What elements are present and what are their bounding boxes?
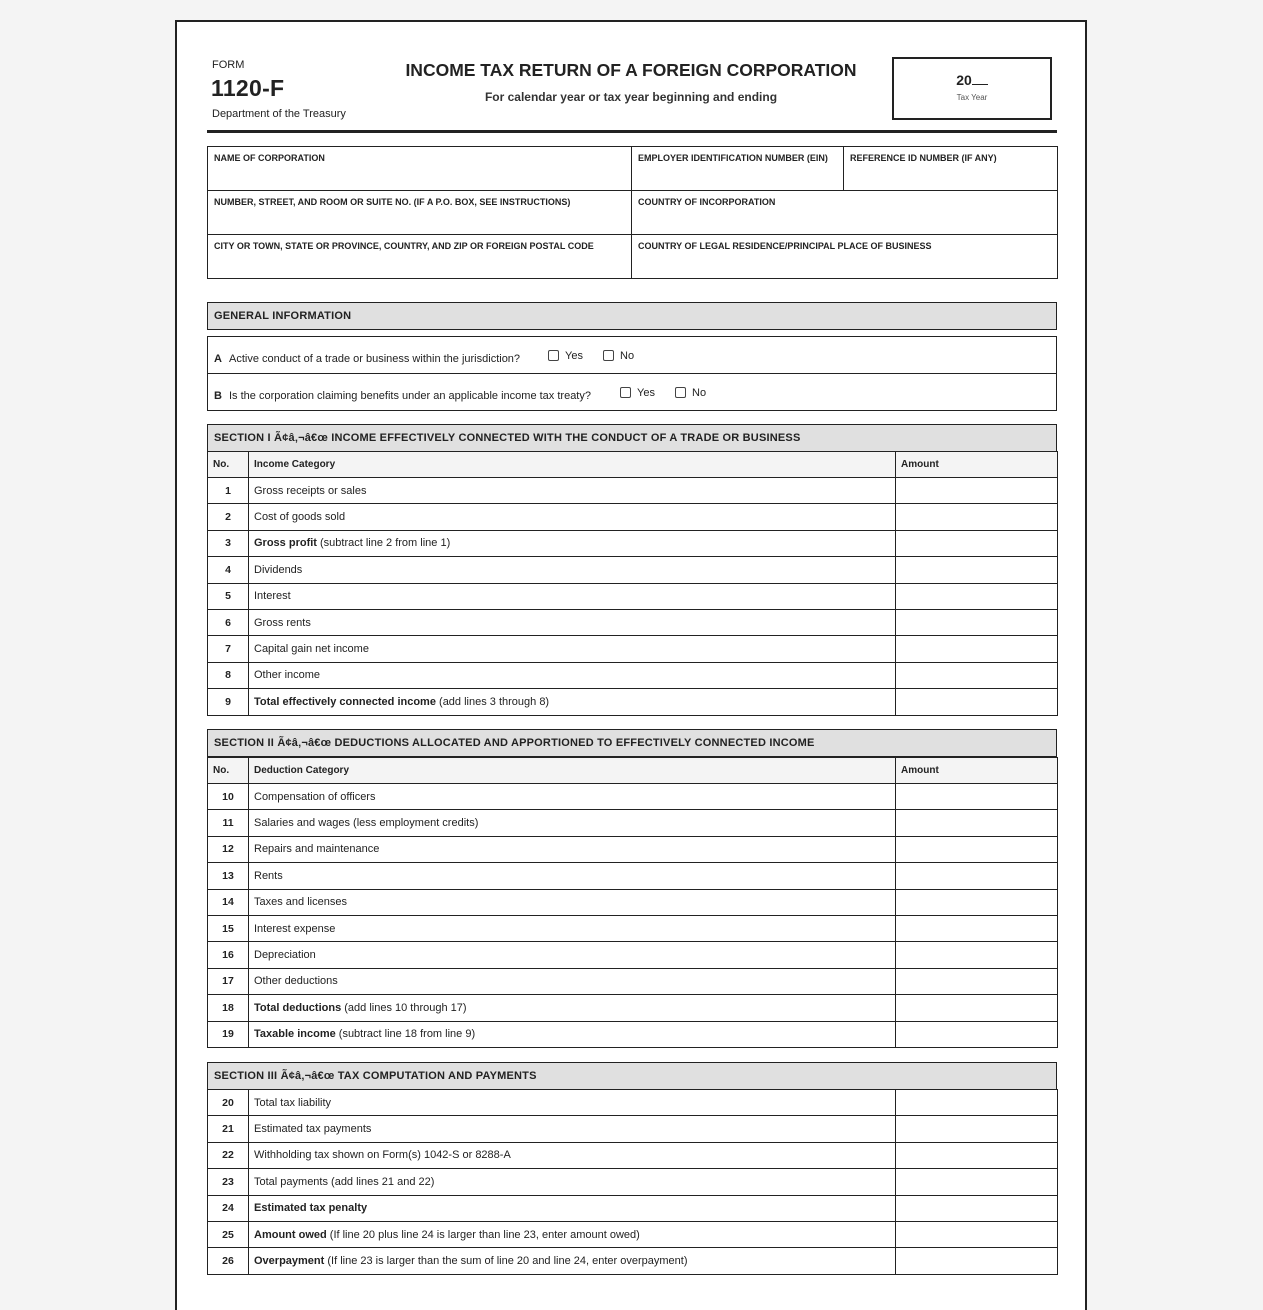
line-description-text: Estimated tax payments [254,1123,372,1136]
section-1-heading: SECTION I Ã¢â‚¬â€œ INCOME EFFECTIVELY CONNECTED WITH THE CONDUCT OF A TRADE OR BUSINESS [207,424,1057,452]
line-1-amount-field[interactable] [896,478,1058,504]
line-description [249,662,896,688]
line-description [249,1116,896,1142]
line-description [249,915,896,941]
line-4-amount-field[interactable] [896,557,1058,583]
income-table [207,451,1058,716]
line-description-bold: Taxable income [254,1028,336,1041]
line-6-row [208,609,1058,635]
line-21-amount-field[interactable] [896,1116,1058,1142]
line-number: 13 [208,863,249,889]
line-description-text: (If line 23 is larger than the sum of line 20 and line 24, enter overpayment) [324,1255,688,1268]
line-description-text: Salaries and wages (less employment credits) [254,817,479,830]
line-17-amount-field[interactable] [896,968,1058,994]
line-number: 25 [208,1221,249,1247]
line-2-amount-field[interactable] [896,504,1058,530]
question-letter: B [214,390,222,402]
line-number: 19 [208,1021,249,1047]
line-description-bold: Total effectively connected income [254,695,436,708]
line-description [249,1169,896,1195]
line-16-row [208,942,1058,968]
line-number: 15 [208,915,249,941]
line-number: 7 [208,636,249,662]
line-1-row [208,478,1058,504]
line-2-row [208,504,1058,530]
column-header-category: Deduction Category [249,758,896,784]
line-10-row [208,784,1058,810]
line-description-bold: Total deductions [254,1001,342,1014]
line-number: 20 [208,1090,249,1116]
line-description-text: (add lines 3 through 8) [435,695,550,708]
line-15-row [208,915,1058,941]
line-description-text: Other income [254,669,321,682]
question-letter: A [214,353,222,365]
form-page [175,20,1087,1310]
line-description-text: Interest expense [254,922,336,935]
tax-computation-table [207,1089,1058,1275]
line-description-text: Other deductions [254,975,338,988]
line-number: 10 [208,784,249,810]
line-description-text: Withholding tax shown on Form(s) 1042-S or 8288-A [254,1149,511,1162]
column-header-no: No. [208,758,249,784]
deductions-table [207,757,1058,1048]
country-of-residence-field[interactable]: COUNTRY OF LEGAL RESIDENCE/PRINCIPAL PLACE OF BUSINESS [632,235,1058,279]
line-description [249,836,896,862]
line-description-text: Rents [254,869,283,882]
line-number: 11 [208,810,249,836]
line-description-text: (subtract line 2 from line 1) [316,537,451,550]
line-description-text: Compensation of officers [254,790,376,803]
line-description [249,995,896,1021]
question-text: Is the corporation claiming benefits under an applicable income tax treaty? [229,390,591,402]
line-26-row [208,1248,1058,1274]
line-number: 4 [208,557,249,583]
line-number: 17 [208,968,249,994]
line-description-text: Gross rents [254,616,311,629]
reference-id-field[interactable]: REFERENCE ID NUMBER (IF ANY) [844,147,1058,191]
line-description [249,889,896,915]
line-24-amount-field[interactable] [896,1195,1058,1221]
line-23-row [208,1169,1058,1195]
ein-field[interactable]: EMPLOYER IDENTIFICATION NUMBER (EIN) [632,147,844,191]
line-description [249,689,896,715]
line-18-amount-field[interactable] [896,995,1058,1021]
city-state-zip-field[interactable]: CITY OR TOWN, STATE OR PROVINCE, COUNTRY, AND ZIP OR FOREIGN POSTAL CODE [208,235,632,279]
line-description-text: Gross receipts or sales [254,484,367,497]
line-description-text: (add lines 10 through 17) [341,1001,467,1014]
line-description-text: Capital gain net income [254,643,369,656]
yes-label: Yes [565,350,583,362]
table-header-row [208,758,1058,784]
no-label: No [692,387,707,399]
general-information-box [207,336,1057,411]
line-number: 14 [208,889,249,915]
corporation-name-field[interactable]: NAME OF CORPORATION [208,147,632,191]
question-a-row [208,337,1056,373]
line-description [249,968,896,994]
line-7-row [208,636,1058,662]
section-3-heading: SECTION III Ã¢â‚¬â€œ TAX COMPUTATION AND PAYMENTS [207,1062,1057,1090]
question-b-no-checkbox[interactable] [675,387,686,398]
question-a-yes-checkbox[interactable] [548,350,559,361]
column-header-amount: Amount [896,452,1058,478]
line-description [249,636,896,662]
street-address-field[interactable]: NUMBER, STREET, AND ROOM OR SUITE NO. (IF A P.O. BOX, SEE INSTRUCTIONS) [208,191,632,235]
line-description [249,609,896,635]
line-5-row [208,583,1058,609]
tax-year-label: Tax Year [956,93,988,102]
line-number: 9 [208,689,249,715]
line-3-amount-field[interactable] [896,530,1058,556]
no-label: No [620,350,635,362]
column-header-no: No. [208,452,249,478]
line-description-bold: Amount owed [254,1228,327,1241]
line-description [249,1021,896,1047]
line-description-text: Depreciation [254,949,316,962]
line-description [249,1142,896,1168]
line-9-amount-field[interactable] [896,689,1058,715]
tax-year-box[interactable] [892,57,1052,120]
line-description [249,1195,896,1221]
line-description-bold: Overpayment [254,1255,325,1268]
country-of-incorporation-field[interactable]: COUNTRY OF INCORPORATION [632,191,1058,235]
line-description [249,478,896,504]
line-number: 21 [208,1116,249,1142]
line-25-amount-field[interactable] [896,1221,1058,1247]
line-description-text: (subtract line 18 from line 9) [335,1028,476,1041]
column-header-category: Income Category [249,452,896,478]
line-description-text: Total tax liability [254,1096,332,1109]
line-11-row [208,810,1058,836]
line-description [249,583,896,609]
line-4-row [208,557,1058,583]
line-10-amount-field[interactable] [896,784,1058,810]
line-6-amount-field[interactable] [896,609,1058,635]
line-description-bold: Gross profit [254,537,317,550]
page-subtitle: For calendar year or tax year beginning and ending [484,90,778,104]
question-text: Active conduct of a trade or business within the jurisdiction? [229,353,521,365]
yes-label: Yes [637,387,655,399]
line-number: 1 [208,478,249,504]
tax-year-blank[interactable] [972,72,988,85]
line-description-text: Interest [254,590,291,603]
line-description-text: (If line 20 plus line 24 is larger than line 23, enter amount owed) [326,1228,640,1241]
line-description [249,784,896,810]
line-number: 5 [208,583,249,609]
line-description [249,1221,896,1247]
line-number: 22 [208,1142,249,1168]
line-16-amount-field[interactable] [896,942,1058,968]
line-22-amount-field[interactable] [896,1142,1058,1168]
line-25-row [208,1221,1058,1247]
line-description [249,504,896,530]
line-9-row [208,689,1058,715]
line-number: 8 [208,662,249,688]
column-header-amount: Amount [896,758,1058,784]
line-number: 3 [208,530,249,556]
line-8-row [208,662,1058,688]
line-number: 24 [208,1195,249,1221]
line-18-row [208,995,1058,1021]
question-b-row [208,373,1056,410]
line-19-amount-field[interactable] [896,1021,1058,1047]
form-body [207,22,1057,1268]
line-description-text: Cost of goods sold [254,511,346,524]
line-description-text: Dividends [254,563,303,576]
line-23-amount-field[interactable] [896,1169,1058,1195]
table-header-row [208,452,1058,478]
line-26-amount-field[interactable] [896,1248,1058,1274]
line-3-row [208,530,1058,556]
line-13-row [208,863,1058,889]
line-20-row [208,1090,1058,1116]
line-5-amount-field[interactable] [896,583,1058,609]
line-number: 18 [208,995,249,1021]
line-12-row [208,836,1058,862]
tax-year-prefix: 20 [956,72,972,88]
line-number: 23 [208,1169,249,1195]
line-description-text: Repairs and maintenance [254,843,380,856]
line-20-amount-field[interactable] [896,1090,1058,1116]
line-description [249,810,896,836]
line-8-amount-field[interactable] [896,662,1058,688]
line-11-amount-field[interactable] [896,810,1058,836]
line-description [249,1090,896,1116]
line-21-row [208,1116,1058,1142]
line-13-amount-field[interactable] [896,863,1058,889]
line-number: 2 [208,504,249,530]
identification-grid [207,146,1058,279]
line-15-amount-field[interactable] [896,915,1058,941]
question-a-no-checkbox[interactable] [603,350,614,361]
form-header [207,22,1057,133]
line-14-row [208,889,1058,915]
line-description [249,1248,896,1274]
line-19-row [208,1021,1058,1047]
general-information-heading: GENERAL INFORMATION [207,302,1057,330]
line-12-amount-field[interactable] [896,836,1058,862]
line-description [249,942,896,968]
line-number: 16 [208,942,249,968]
line-description-text: Taxes and licenses [254,896,347,909]
line-number: 26 [208,1248,249,1274]
line-17-row [208,968,1058,994]
line-description [249,557,896,583]
section-2-heading: SECTION II Ã¢â‚¬â€œ DEDUCTIONS ALLOCATED AND APPORTIONED TO EFFECTIVELY CONNECTED INCOME [207,729,1057,757]
line-number: 6 [208,609,249,635]
line-description-text: Total payments (add lines 21 and 22) [254,1175,435,1188]
line-number: 12 [208,836,249,862]
department: Department of the Treasury [212,108,346,120]
form-number: 1120-F [211,75,285,101]
line-description [249,863,896,889]
line-7-amount-field[interactable] [896,636,1058,662]
form-label: FORM [212,59,245,71]
page-title: INCOME TAX RETURN OF A FOREIGN CORPORATION [405,60,857,80]
line-description-bold: Estimated tax penalty [254,1202,368,1215]
line-22-row [208,1142,1058,1168]
line-24-row [208,1195,1058,1221]
line-description [249,530,896,556]
question-b-yes-checkbox[interactable] [620,387,631,398]
line-14-amount-field[interactable] [896,889,1058,915]
